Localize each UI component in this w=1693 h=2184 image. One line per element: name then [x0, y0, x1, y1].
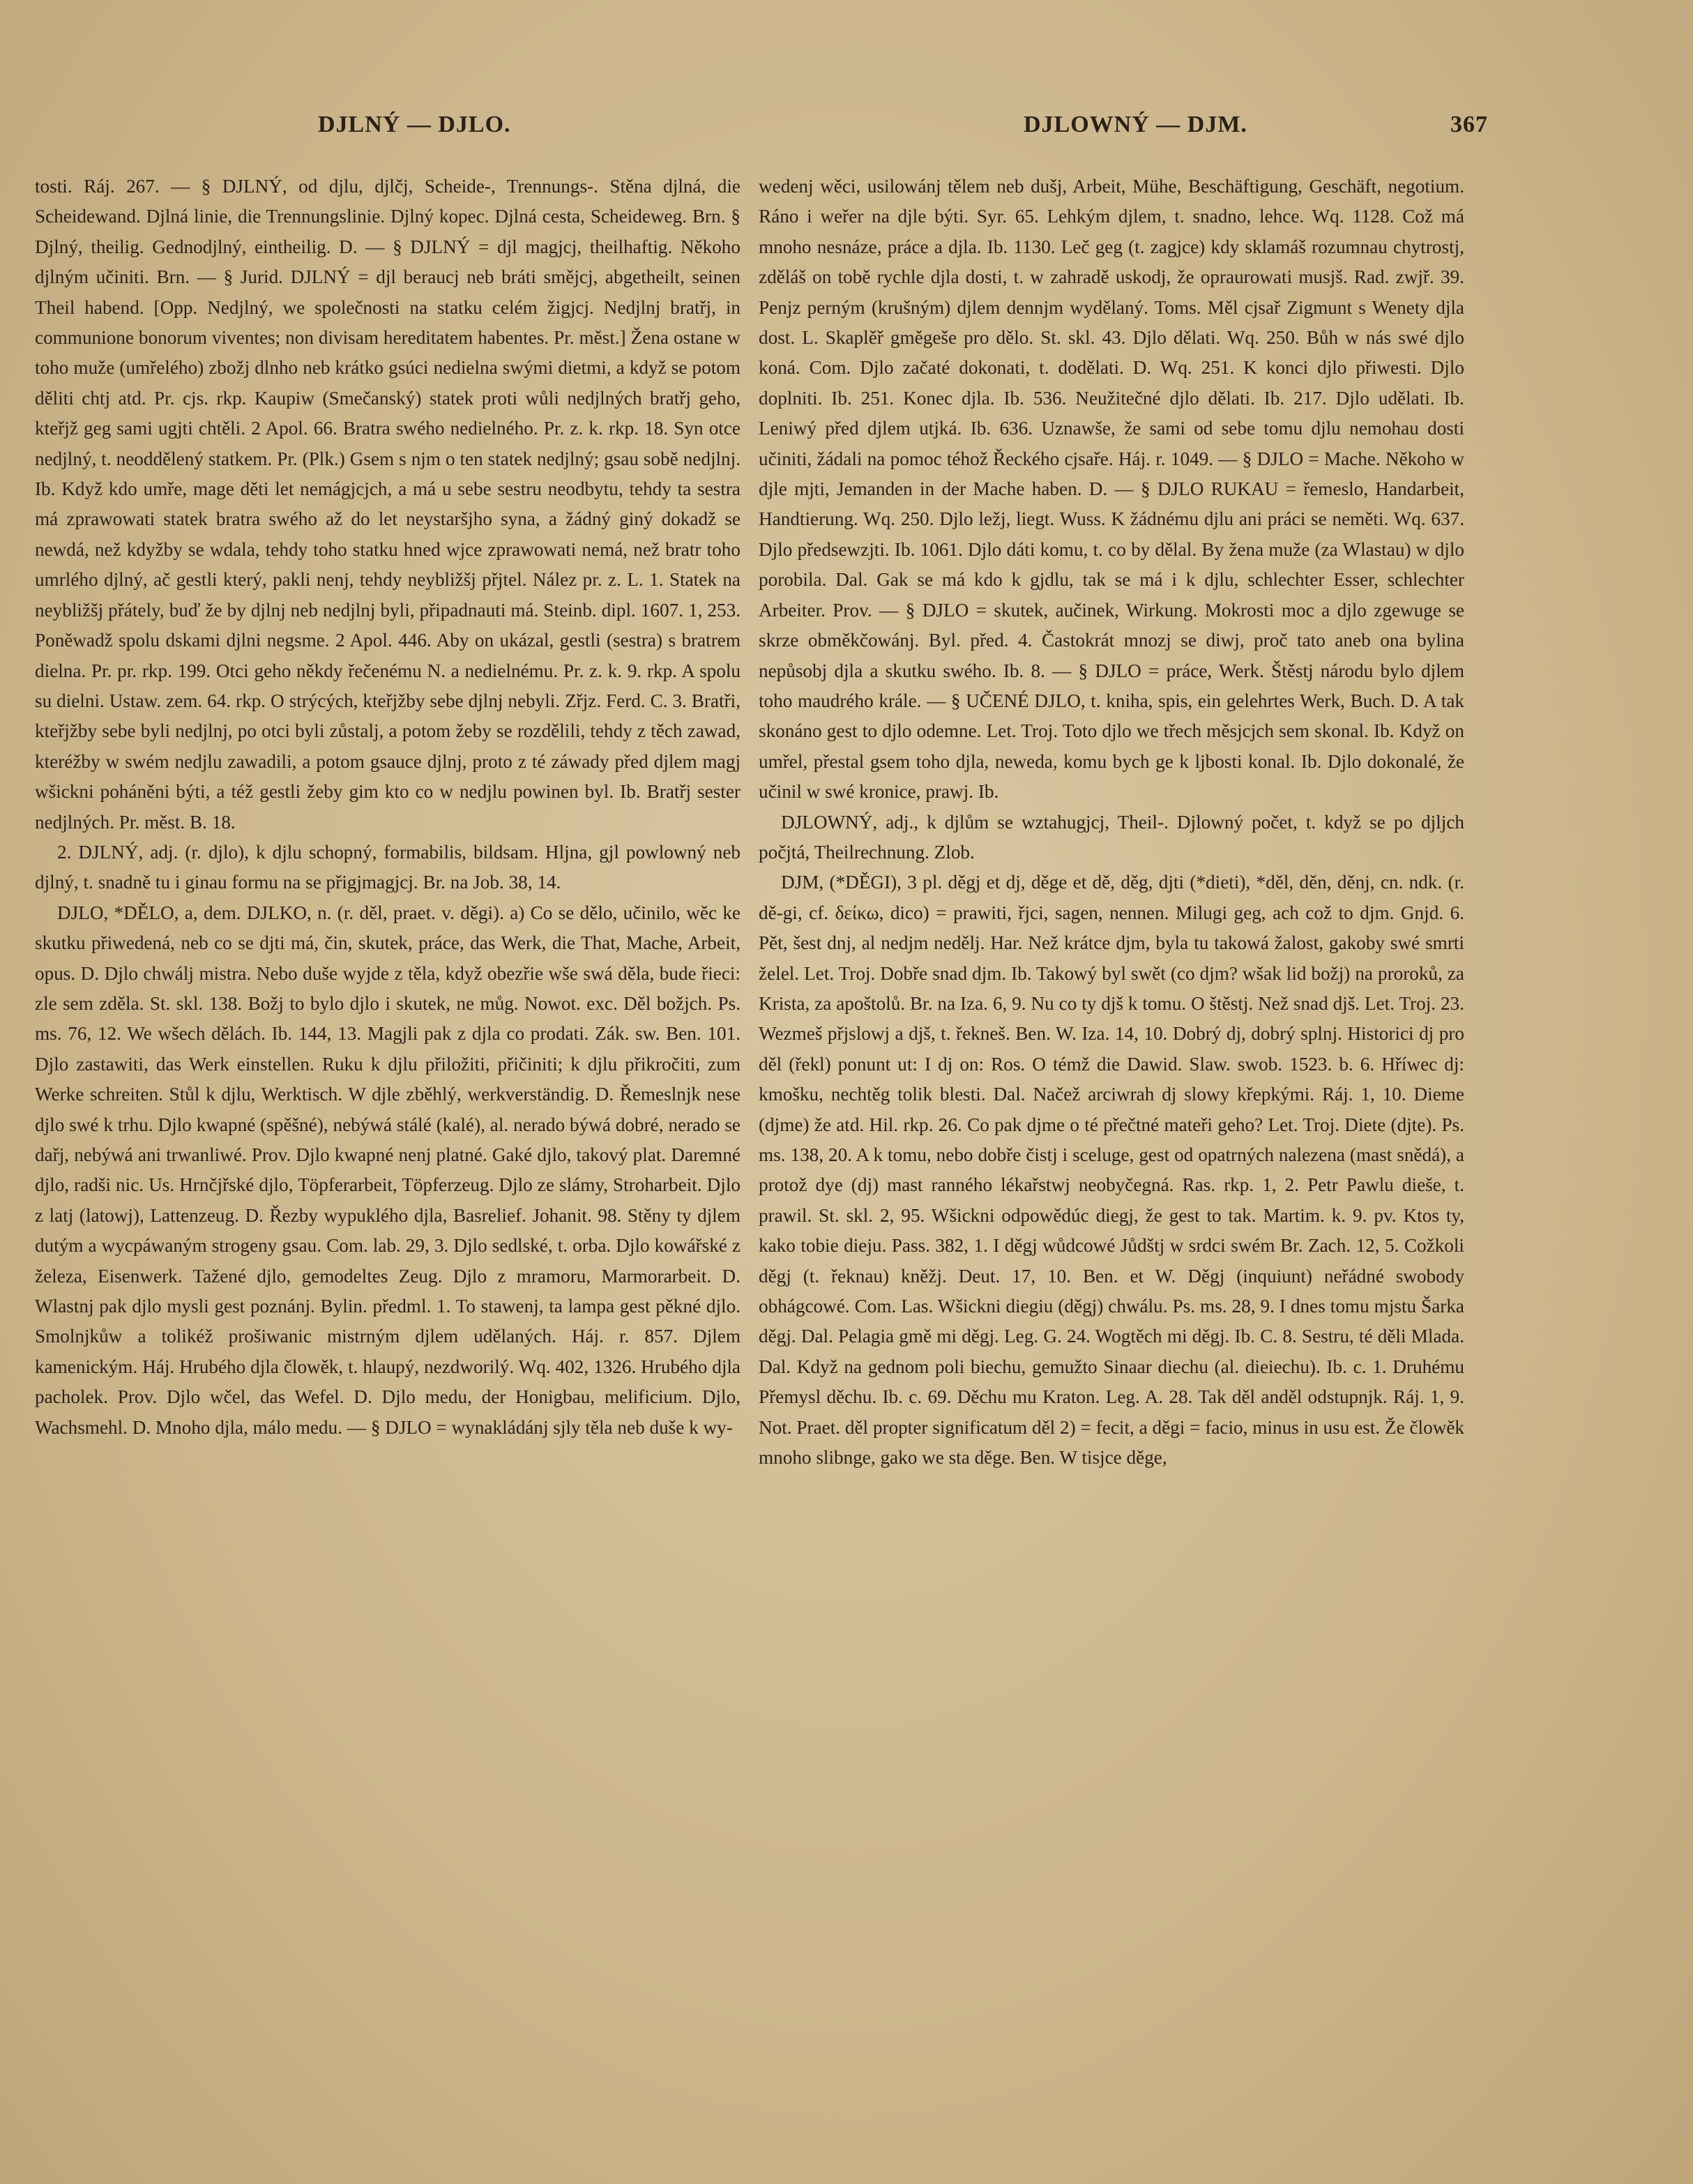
header-right-title: DJLOWNÝ — DJM. [1024, 112, 1247, 137]
header-left-title: DJLNÝ — DJLO. [318, 112, 511, 137]
right-entry-paragraph: DJM, (*DĚGI), 3 pl. děgj et dj, děge et dě, děg, djti (*dieti), *děl, děn, děnj, cn. ndk. (r. dě-gi, cf. δείκω, dico) = prawiti, řjci, sagen, nennen. Milugi geg, ach což to djm. Gnjd. 6. Pět, šest dnj, al nedjm nedělj. Har. Než krátce djm, byla tu takowá žalost, gakoby swé smrti želel. Let. Troj. Dobře snad djm. Ib. Takowý byl swět (co djm? wšak lid božj) na proroků, za Krista, za apoštolů. Br. na Iza. 6, 9. Nu co ty djš k tomu. O štěstj. Než snad djš. Let. Troj. 23. Wezmeš přjslowj a djš, t. řekneš. Ben. W. Iza. 14, 10. Dobrý dj, dobrý splnj. Historici dj pro děl (řekl) ponunt ut: I dj on: Ros. O témž die Dawid. Slaw. swob. 1523. b. 6. Hříwec dj: kmošku, nechtěg tolik blesti. Dal. Načež arciwrah dj slowy křepkými. Ráj. 1, 10. Dieme (djme) že atd. Hil. rkp. 26. Co pak djme o té přečtné mateři geho? Let. Troj. Diete (djte). Ps. ms. 138, 20. A k tomu, nebo dobře čistj i sceluge, gest od opatrných nalezena (mast snědá), a protož dye (dj) mast ranného lékařstwj neobyčegná. Ras. rkp. 1, 2. Petr Pawlu dieše, t. prawil. St. skl. 2, 95. Wšickni odpowědúc diegj, že gest to tak. Martim. k. 9. pv. Ktos ty, kako tobie dieju. Pass. 382, 1. I děgj wůdcowé Jůdštj w srdci swém Br. Zach. 12, 5. Cožkoli děgj (t. řeknau) kněžj. Deut. 17, 10. Ben. et W. Děgj (inquiunt) neřádné swobody obhágcowé. Com. Las. Wšickni diegiu (děgj) chwálu. Ps. ms. 28, 9. I dnes tomu mjstu Šarka děgj. Dal. Pelagia gmě mi děgj. Leg. G. 24. Wogtěch mi děgj. Ib. C. 8. Sestru, té děli Mlada. Dal. Když na gednom poli biechu, gemužto Sinaar diechu (al. dieiechu). Ib. c. 1. Druhému Přemysl děchu. Ib. c. 69. Děchu mu Kraton. Leg. A. 28. Tak děl anděl odstupnjk. Ráj. 1, 9. Not. Praet. děl propter significatum děl 2) = fecit, a děgi = facio, minus in usu est. Že člowěk mnoho slibnge, gako we sta děge. Ben. W tisjce děge, [759, 872, 1464, 1469]
left-entry-paragraph: DJLO, *DĚLO, a, dem. DJLKO, n. (r. děl, praet. v. děgi). a) Co se dělo, učinilo, wěc ke skutku přiwedená, neb co se djti má, čin, skutek, práce, das Werk, die That, Mache, Arbeit, opus. D. Djlo chwálj mistra. Nebo duše wyjde z těla, když obezřie wše swá děla, bude řieci: zle sem zděla. St. skl. 138. Božj to bylo djlo i skutek, ne můg. Nowot. exc. Děl božjch. Ps. ms. 76, 12. We wšech dělách. Ib. 144, 13. Magjli pak z djla co prodati. Zák. sw. Ben. 101. Djlo zastawiti, das Werk einstellen. Ruku k djlu přiložiti, přičiniti; k djlu přikročiti, zum Werke schreiten. Stůl k djlu, Werktisch. W djle zběhlý, werkverständig. D. Řemeslnjk nese djlo swé k trhu. Djlo kwapné (spěšné), nebýwá stálé (kalé), al. nerado býwá dobré, nerado se dařj, nebýwá ani trwanliwé. Prov. Djlo kwapné nenj platné. Gaké djlo, takový plat. Daremné djlo, radši nic. Us. Hrnčjřské djlo, Töpferarbeit, Töpferzeug. Djlo ze slámy, Stroharbeit. Djlo z latj (latowj), Lattenzeug. D. Řezby wypuklého djla, Basrelief. Johanit. 98. Stěny ty djlem dutým a wycpáwaným strogeny gsau. Com. lab. 29, 3. Djlo sedlské, t. orba. Djlo kowářské z železa, Eisenwerk. Tažené djlo, gemodeltes Zeug. Djlo z mramoru, Marmorarbeit. D. Wlastnj pak djlo mysli gest poznánj. Bylin. předml. 1. To stawenj, ta lampa gest pěkné djlo. Smolnjkůw a tolikéž prošiwanic mistrným djlem udělaných. Háj. r. 857. Djlem kamenickým. Háj. Hrubého djla člowěk, t. hlaupý, nezdworilý. Wq. 402, 1326. Hrubého djla pacholek. Prov. Djlo wčel, das Wefel. D. Djlo medu, der Honigbau, melificium. Djlo, Wachsmehl. D. Mnoho djla, málo medu. — § DJLO = wynakládánj sjly těla neb duše k wy- [35, 902, 741, 1438]
right-column [759, 172, 1464, 2138]
right-entry-paragraph: DJLOWNÝ, adj., k djlům se wztahugjcj, Theil-. Djlowný počet, t. když se po djljch počjtá, Theilrechnung. Zlob. [759, 811, 1464, 863]
left-column [35, 172, 741, 2138]
right-entry-paragraph: wedenj wěci, usilowánj tělem neb dušj, Arbeit, Mühe, Beschäftigung, Geschäft, negotium. Ráno i weřer na djle býti. Syr. 65. Lehkým djlem, t. snadno, lehce. Wq. 1128. Což má mnoho nesnáze, práce a djla. Ib. 1130. Leč geg (t. zagjce) kdy sklamáš rozumnau chytrostj, zděláš on tobě rychle djla dosti, t. w zahradě uskodj, že opraurowati musjš. Rad. zwjř. 39. Penjz perným (krušným) djlem dennjm wydělaný. Toms. Měl cjsař Zigmunt s Wenety djla dost. L. Skaplěř gměgeše pro dělo. St. skl. 43. Djlo dělati. Wq. 250. Bůh w nás swé djlo koná. Com. Djlo začaté dokonati, t. dodělati. D. Wq. 251. K konci djlo přiwesti. Djlo doplniti. Ib. 251. Konec djla. Ib. 536. Neužitečné djlo dělati. Ib. 217. Djlo udělati. Ib. Leniwý před djlem utjká. Ib. 636. Uznawše, že sami od sebe tomu djlu nemohau dosti učiniti, žádali na pomoc téhož Řeckého cjsaře. Háj. r. 1049. — § DJLO = Mache. Někoho w djle mjti, Jemanden in der Mache haben. D. — § DJLO RUKAU = řemeslo, Handarbeit, Handtierung. Wq. 250. Djlo ležj, liegt. Wuss. K žádnému djlu ani práci se neměti. Wq. 637. Djlo předsewzjti. Ib. 1061. Djlo dáti komu, t. co by dělal. By žena muže (za Wlastau) w djlo porobila. Dal. Gak se má kdo k gjdlu, tak se má i k djlu, schlechter Esser, schlechter Arbeiter. Prov. — § DJLO = skutek, aučinek, Wirkung. Mokrosti moc a djlo zgewuge se skrze obměkčowánj. Byl. před. 4. Častokrát mnozj se diwj, proč tato aneb ona bylina nepůsobj djla a skutku swého. Ib. 8. — § DJLO = práce, Werk. Štěstj národu bylo djlem toho maudrého krále. — § UČENÉ DJLO, t. kniha, spis, ein gelehrtes Werk, Buch. D. A tak skonáno gest to djlo odemne. Let. Troj. Toto djlo we třech měsjcjch sem skonal. Ib. Když on umřel, přestal gsem toho djla, neweda, komu bych ge k ljbosti konal. Ib. Djlo dokonalé, že učinil w swé kronice, prawj. Ib. [759, 176, 1464, 803]
left-entry-paragraph: 2. DJLNÝ, adj. (r. djlo), k djlu schopný, formabilis, bildsam. Hljna, gjl powlowný neb djlný, t. snadně tu i ginau formu na se přigjmagjcj. Br. na Job. 38, 14. [35, 841, 741, 893]
page-number: 367 [1450, 112, 1488, 137]
left-entry-paragraph: tosti. Ráj. 267. — § DJLNÝ, od djlu, djlčj, Scheide-, Trennungs-. Stěna djlná, die Scheidewand. Djlná linie, die Trennungslinie. Djlný kopec. Djlná cesta, Scheideweg. Brn. § Djlný, theilig. Gednodjlný, eintheilig. D. — § DJLNÝ = djl magjcj, theilhaftig. Někoho djlným učiniti. Brn. — § Jurid. DJLNÝ = djl beraucj neb bráti smějcj, abgetheilt, seinen Theil habend. [Opp. Nedjlný, we společnosti na statku celém žigjcj. Nedjlnj bratřj, in communione bonorum viventes; non divisam hereditatem habentes. Pr. měst.] Žena ostane w toho muže (umřelého) zbožj dlnho neb krátko gsúci nedielna swými dietmi, a když se potom děliti chtj atd. Pr. cjs. rkp. Kaupiw (Smečanský) statek proti wůli nedjlných bratřj geho, kteřjž geg sami ugjti chtěli. 2 Apol. 66. Bratra swého nedielného. Pr. z. k. rkp. 18. Syn otce nedjlný, t. neoddělený statkem. Pr. (Plk.) Gsem s njm o ten statek nedjlný; gsau sobě nedjlnj. Ib. Když kdo umře, mage děti let nemágjcjch, a má u sebe sestru neodbytu, tehdy ta sestra má zprawowati statek bratra swého až do let neystaršjho syna, a žádný giný dokadž se newdá, než kdyžby se wdala, tehdy toho statku hned wjce zprawowati nemá, než bratr toho umrlého djlný, ač gestli který, pakli nenj, tehdy neybližšj přjtel. Nález pr. z. L. 1. Statek na neybližšj přátely, buď že by djlnj neb nedjlnj byli, připadnauti má. Steinb. dipl. 1607. 1, 253. Poněwadž spolu dskami djlni negsme. 2 Apol. 446. Aby on ukázal, gestli (sestra) s bratrem dielna. Pr. pr. rkp. 199. Otci geho někdy řečenému N. a nedielnému. Pr. z. k. 9. rkp. A spolu su dielni. Ustaw. zem. 64. rkp. O strýcých, kteřjžby sebe djlnj nebyli. Zřjz. Ferd. C. 3. Bratři, kteřjžby sebe byli nedjlnj, po otci byli zůstalj, a potom žeby se rozdělili, tehdy z těch zawad, kteréžby w swém nedjlu zawadili, a potom gsauce djlnj, proto z té záwady před djlem magj wšickni poháněni býti, a též gestli žeby gim kto co w nedjlu powinen byl. Ib. Bratřj sester nedjlných. Pr. měst. B. 18. [35, 176, 741, 833]
running-header [0, 112, 1693, 153]
